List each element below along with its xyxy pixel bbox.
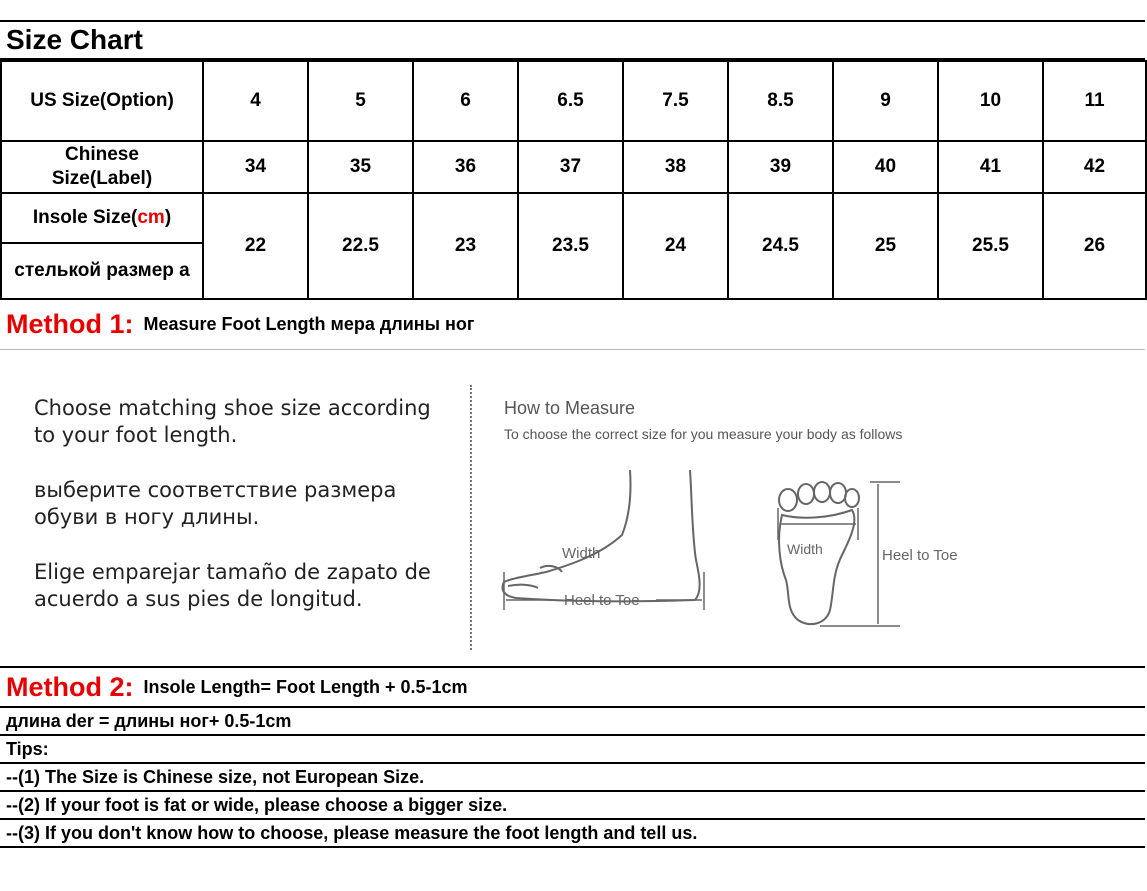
method1-title: Method 1: (6, 309, 134, 339)
chinese-size-cell: 36 (413, 141, 518, 193)
tip-1: --(1) The Size is Chinese size, not European Size. (0, 764, 1145, 792)
tip-3: --(3) If you don't know how to choose, please measure the foot length and tell us. (0, 820, 1145, 848)
chinese-size-row (1, 141, 1146, 193)
insole-label-unit: cm (137, 207, 165, 228)
insole-size-cell: 23 (413, 193, 518, 299)
us-size-cell: 5 (308, 61, 413, 141)
us-size-label: US Size(Option) (1, 61, 203, 141)
chinese-size-cell: 35 (308, 141, 413, 193)
insole-size-cell: 22.5 (308, 193, 413, 299)
insole-label-suffix: ) (164, 207, 172, 228)
chinese-size-cell: 38 (623, 141, 728, 193)
us-size-cell: 8.5 (728, 61, 833, 141)
method1-header (0, 300, 1145, 350)
insole-label-prefix: Insole Size( (32, 207, 138, 228)
insole-size-cell: 22 (203, 193, 308, 299)
measure-panel (0, 350, 1145, 668)
side-width-label: Width (562, 545, 601, 562)
instruction-en: Choose matching shoe size according to your foot length. (34, 396, 431, 447)
us-size-cell: 9 (833, 61, 938, 141)
insole-size-cell: 24.5 (728, 193, 833, 299)
chinese-size-cell: 42 (1043, 141, 1146, 193)
size-chart-title: Size Chart (6, 24, 143, 55)
chinese-size-cell: 39 (728, 141, 833, 193)
method1-text: Measure Foot Length мера длины ног (143, 314, 475, 334)
tip-2: --(2) If your foot is fat or wide, please choose a bigger size. (0, 792, 1145, 820)
us-size-cell: 4 (203, 61, 308, 141)
tips-heading: Tips: (0, 736, 1145, 764)
foot-side-icon (503, 470, 700, 601)
us-size-cell: 7.5 (623, 61, 728, 141)
insole-size-cell: 26 (1043, 193, 1146, 299)
dotted-divider (470, 385, 472, 650)
foot-measure-diagram (490, 460, 958, 630)
side-heel-to-toe-label: Heel to Toe (564, 592, 640, 609)
title-row (0, 20, 1145, 60)
insole-size-row (1, 193, 1146, 243)
chinese-size-cell: 40 (833, 141, 938, 193)
instruction-ru: выберите соответствие размера обуви в ногу длины. (34, 478, 397, 529)
us-size-cell: 10 (938, 61, 1043, 141)
sole-heel-to-toe-label: Heel to Toe (882, 547, 958, 564)
chinese-size-label: Chinese Size(Label) (1, 141, 203, 193)
us-size-cell: 6.5 (518, 61, 623, 141)
method2-text: Insole Length= Foot Length + 0.5-1cm (143, 676, 468, 697)
method2-ru-line: длина der = длины ног+ 0.5-1cm (0, 708, 1145, 736)
instruction-es: Elige emparejar tamaño de zapato de acuerdo a sus pies de longitud. (34, 560, 431, 611)
chinese-size-cell: 41 (938, 141, 1043, 193)
us-size-cell: 11 (1043, 61, 1146, 141)
sole-width-label: Width (787, 541, 823, 557)
how-to-measure-subtitle: To choose the correct size for you measure your body as follows (504, 426, 903, 442)
measure-instructions (34, 395, 454, 641)
insole-size-label (1, 193, 203, 243)
us-size-cell: 6 (413, 61, 518, 141)
how-to-measure-title: How to Measure (504, 398, 636, 418)
size-chart-sheet (0, 20, 1145, 848)
method2-header (0, 668, 1145, 708)
insole-size-cell: 23.5 (518, 193, 623, 299)
method2-title: Method 2: (6, 671, 134, 702)
insole-size-cell: 25 (833, 193, 938, 299)
insole-size-cell: 24 (623, 193, 728, 299)
chinese-size-cell: 34 (203, 141, 308, 193)
us-size-row (1, 61, 1146, 141)
size-table (0, 60, 1147, 300)
insole-size-cell: 25.5 (938, 193, 1043, 299)
chinese-size-cell: 37 (518, 141, 623, 193)
insole-size-ru-label: стелькой размер а (1, 243, 203, 299)
